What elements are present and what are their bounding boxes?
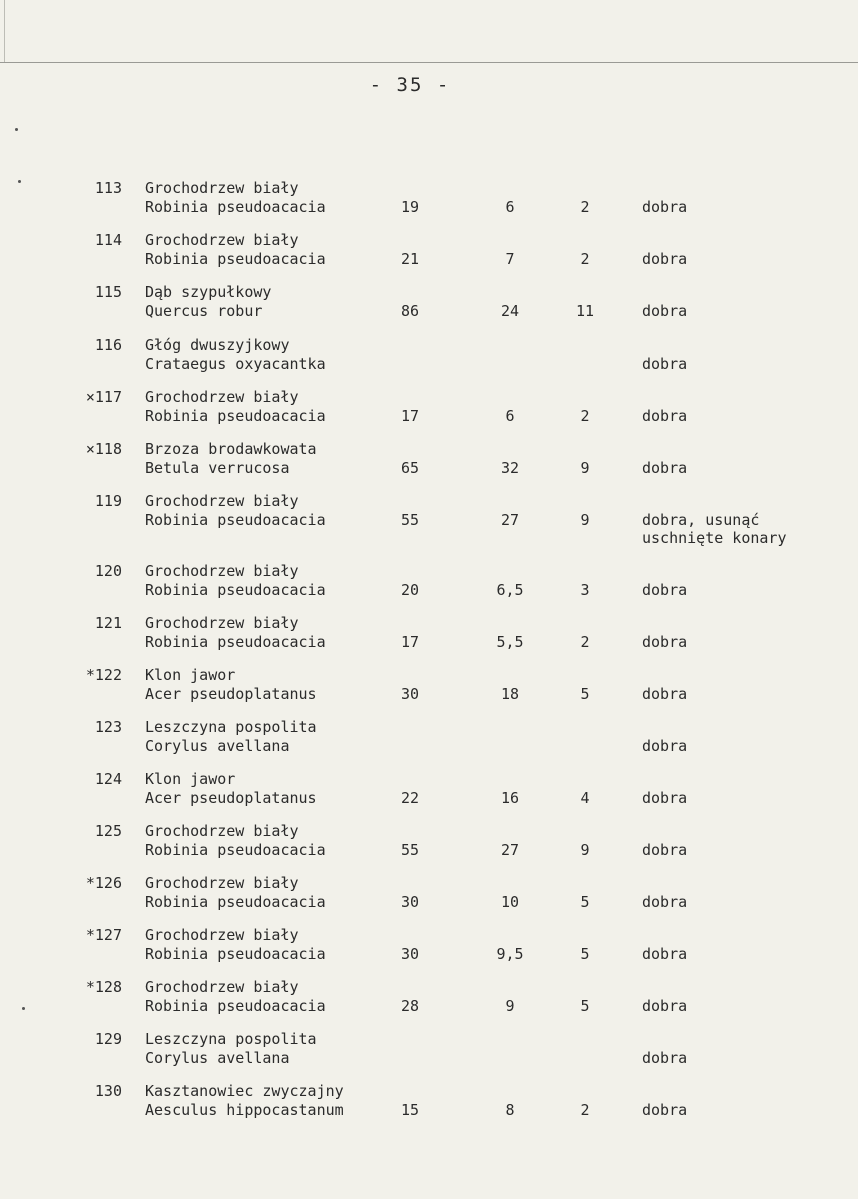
polish-name: Grochodrzew biały	[145, 822, 299, 840]
header-rule	[0, 62, 858, 63]
measure-1: 65	[400, 459, 420, 477]
table-row	[0, 666, 858, 716]
row-number: 114	[94, 231, 122, 249]
measure-2: 18	[500, 685, 520, 703]
measure-1: 30	[400, 945, 420, 963]
measure-1: 28	[400, 997, 420, 1015]
condition: dobra, usunąć	[642, 511, 760, 529]
measure-1: 20	[400, 581, 420, 599]
table-row	[0, 926, 858, 976]
measure-2: 24	[500, 302, 520, 320]
measure-3: 2	[580, 198, 590, 216]
condition: dobra	[642, 997, 688, 1015]
measure-1: 17	[400, 407, 420, 425]
polish-name: Grochodrzew biały	[145, 388, 299, 406]
latin-name: Corylus avellana	[145, 737, 290, 755]
table-row	[0, 440, 858, 490]
polish-name: Grochodrzew biały	[145, 614, 299, 632]
measure-3: 5	[580, 997, 590, 1015]
measure-3: 2	[580, 250, 590, 268]
row-number: 119	[94, 492, 122, 510]
measure-2: 9	[505, 997, 515, 1015]
condition: dobra	[642, 841, 688, 859]
measure-3: 11	[575, 302, 595, 320]
latin-name: Quercus robur	[145, 302, 263, 320]
measure-1: 30	[400, 685, 420, 703]
latin-name: Betula verrucosa	[145, 459, 290, 477]
measure-3: 9	[580, 841, 590, 859]
table-row	[0, 770, 858, 820]
table-row	[0, 336, 858, 386]
measure-2: 9,5	[496, 945, 524, 963]
polish-name: Klon jawor	[145, 770, 236, 788]
measure-1: 17	[400, 633, 420, 651]
table-row	[0, 283, 858, 333]
latin-name: Robinia pseudoacacia	[145, 581, 326, 599]
condition: dobra	[642, 407, 688, 425]
condition: dobra	[642, 302, 688, 320]
measure-1: 21	[400, 250, 420, 268]
table-row	[0, 1082, 858, 1132]
measure-1: 55	[400, 511, 420, 529]
measure-2: 27	[500, 511, 520, 529]
polish-name: Grochodrzew biały	[145, 874, 299, 892]
row-number: 125	[94, 822, 122, 840]
measure-2: 6,5	[496, 581, 524, 599]
measure-3: 2	[580, 633, 590, 651]
condition: dobra	[642, 581, 688, 599]
page-number: - 35 -	[369, 74, 451, 96]
polish-name: Leszczyna pospolita	[145, 718, 317, 736]
latin-name: Crataegus oxyacantka	[145, 355, 326, 373]
table-row	[0, 822, 858, 872]
table-row	[0, 614, 858, 664]
page-edge	[4, 0, 5, 62]
latin-name: Robinia pseudoacacia	[145, 511, 326, 529]
measure-3: 5	[580, 893, 590, 911]
condition: dobra	[642, 633, 688, 651]
measure-1: 86	[400, 302, 420, 320]
latin-name: Corylus avellana	[145, 1049, 290, 1067]
measure-2: 6	[505, 198, 515, 216]
latin-name: Robinia pseudoacacia	[145, 250, 326, 268]
latin-name: Robinia pseudoacacia	[145, 198, 326, 216]
latin-name: Robinia pseudoacacia	[145, 841, 326, 859]
measure-1: 22	[400, 789, 420, 807]
polish-name: Leszczyna pospolita	[145, 1030, 317, 1048]
polish-name: Grochodrzew biały	[145, 179, 299, 197]
latin-name: Acer pseudoplatanus	[145, 685, 317, 703]
table-row	[0, 718, 858, 768]
condition: dobra	[642, 1049, 688, 1067]
table-row	[0, 179, 858, 229]
latin-name: Robinia pseudoacacia	[145, 945, 326, 963]
measure-1: 19	[400, 198, 420, 216]
polish-name: Grochodrzew biały	[145, 562, 299, 580]
polish-name: Grochodrzew biały	[145, 978, 299, 996]
table-row	[0, 388, 858, 438]
measure-2: 16	[500, 789, 520, 807]
table-row	[0, 874, 858, 924]
row-number: 120	[94, 562, 122, 580]
polish-name: Grochodrzew biały	[145, 492, 299, 510]
measure-3: 9	[580, 459, 590, 477]
row-number: 124	[94, 770, 122, 788]
polish-name: Klon jawor	[145, 666, 236, 684]
row-number: 115	[94, 283, 122, 301]
table-row	[0, 562, 858, 612]
measure-3: 3	[580, 581, 590, 599]
table-row	[0, 978, 858, 1028]
row-number: 121	[94, 614, 122, 632]
latin-name: Robinia pseudoacacia	[145, 407, 326, 425]
polish-name: Brzoza brodawkowata	[145, 440, 317, 458]
measure-1: 55	[400, 841, 420, 859]
row-number: 129	[94, 1030, 122, 1048]
condition: dobra	[642, 789, 688, 807]
table-row	[0, 492, 858, 547]
latin-name: Robinia pseudoacacia	[145, 893, 326, 911]
polish-name: Głóg dwuszyjkowy	[145, 336, 290, 354]
measure-1: 30	[400, 893, 420, 911]
latin-name: Aesculus hippocastanum	[145, 1101, 344, 1119]
condition: dobra	[642, 737, 688, 755]
condition-note: uschnięte konary	[642, 529, 787, 547]
row-number: 116	[94, 336, 122, 354]
condition: dobra	[642, 198, 688, 216]
latin-name: Robinia pseudoacacia	[145, 633, 326, 651]
measure-3: 5	[580, 945, 590, 963]
row-number: ×117	[85, 388, 122, 406]
measure-3: 9	[580, 511, 590, 529]
row-number: *122	[85, 666, 122, 684]
row-number: 130	[94, 1082, 122, 1100]
measure-2: 10	[500, 893, 520, 911]
row-number: *127	[85, 926, 122, 944]
row-number: 123	[94, 718, 122, 736]
condition: dobra	[642, 945, 688, 963]
row-number: *126	[85, 874, 122, 892]
row-number: 113	[94, 179, 122, 197]
row-number: *128	[85, 978, 122, 996]
measure-3: 2	[580, 1101, 590, 1119]
polish-name: Grochodrzew biały	[145, 926, 299, 944]
measure-2: 7	[505, 250, 515, 268]
measure-2: 27	[500, 841, 520, 859]
table-row	[0, 1030, 858, 1080]
measure-2: 32	[500, 459, 520, 477]
measure-2: 6	[505, 407, 515, 425]
latin-name: Robinia pseudoacacia	[145, 997, 326, 1015]
condition: dobra	[642, 685, 688, 703]
condition: dobra	[642, 250, 688, 268]
measure-1: 15	[400, 1101, 420, 1119]
condition: dobra	[642, 355, 688, 373]
condition: dobra	[642, 1101, 688, 1119]
latin-name: Acer pseudoplatanus	[145, 789, 317, 807]
table-row	[0, 231, 858, 281]
polish-name: Grochodrzew biały	[145, 231, 299, 249]
measure-3: 2	[580, 407, 590, 425]
condition: dobra	[642, 459, 688, 477]
measure-3: 4	[580, 789, 590, 807]
polish-name: Kasztanowiec zwyczajny	[145, 1082, 344, 1100]
condition: dobra	[642, 893, 688, 911]
measure-3: 5	[580, 685, 590, 703]
polish-name: Dąb szypułkowy	[145, 283, 272, 301]
measure-2: 5,5	[496, 633, 524, 651]
row-number: ×118	[85, 440, 122, 458]
measure-2: 8	[505, 1101, 515, 1119]
speck	[15, 128, 18, 131]
